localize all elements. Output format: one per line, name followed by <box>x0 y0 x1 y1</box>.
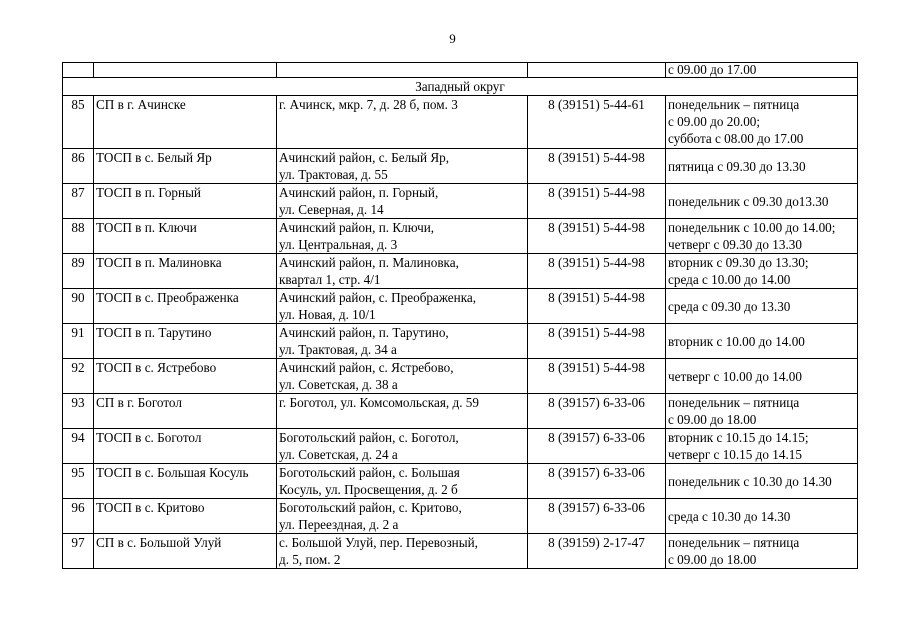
row-number: 94 <box>63 429 94 464</box>
office-address <box>277 464 528 499</box>
hours-line: четверг с 09.30 до 13.30 <box>668 237 802 252</box>
table-row <box>63 394 858 429</box>
hours-line: вторник с 10.00 до 14.00 <box>668 333 805 349</box>
table-row <box>63 254 858 289</box>
row-number: 96 <box>63 499 94 534</box>
hours-line: с 09.00 до 18.00 <box>668 412 757 427</box>
address-line: ул. Новая, д. 10/1 <box>279 307 376 322</box>
address-line: Ачинский район, с. Преображенка, <box>279 290 477 305</box>
office-address <box>277 359 528 394</box>
office-hours <box>666 429 858 464</box>
continuation-cell-address <box>277 63 528 78</box>
address-line: Боготольский район, с. Большая <box>279 465 460 480</box>
office-phone: 8 (39151) 5-44-98 <box>528 359 666 394</box>
address-line: ул. Северная, д. 14 <box>279 202 384 217</box>
address-line: Ачинский район, с. Белый Яр, <box>279 150 450 165</box>
office-phone: 8 (39151) 5-44-98 <box>528 289 666 324</box>
hours-line: понедельник с 09.30 до13.30 <box>668 193 829 209</box>
office-name: ТОСП в с. Большая Косуль <box>94 464 277 499</box>
table-row <box>63 359 858 394</box>
address-line: Ачинский район, п. Горный, <box>279 185 439 200</box>
address-line: Боготольский район, с. Боготол, <box>279 430 459 445</box>
office-name: ТОСП в п. Малиновка <box>94 254 277 289</box>
continuation-row <box>63 63 858 78</box>
office-phone: 8 (39159) 2-17-47 <box>528 534 666 569</box>
continuation-cell-hours: с 09.00 до 17.00 <box>666 63 858 78</box>
office-phone: 8 (39151) 5-44-61 <box>528 96 666 149</box>
table-row <box>63 429 858 464</box>
address-line: ул. Советская, д. 24 а <box>279 447 398 462</box>
hours-line: понедельник с 10.00 до 14.00; <box>668 220 836 235</box>
row-number: 86 <box>63 149 94 184</box>
hours-line: четверг с 10.15 до 14.15 <box>668 447 802 462</box>
office-hours <box>666 359 858 394</box>
row-number: 95 <box>63 464 94 499</box>
address-line: Косуль, ул. Просвещения, д. 2 б <box>279 482 458 497</box>
row-number: 91 <box>63 324 94 359</box>
row-number: 97 <box>63 534 94 569</box>
address-line: Ачинский район, п. Ключи, <box>279 220 435 235</box>
office-hours <box>666 219 858 254</box>
address-line: г. Ачинск, мкр. 7, д. 28 б, пом. 3 <box>279 97 458 112</box>
table-row <box>63 464 858 499</box>
address-line: ул. Центральная, д. 3 <box>279 237 398 252</box>
address-line: ул. Трактовая, д. 34 а <box>279 342 397 357</box>
office-address <box>277 219 528 254</box>
office-phone: 8 (39151) 5-44-98 <box>528 219 666 254</box>
office-hours <box>666 254 858 289</box>
address-line: Боготольский район, с. Критово, <box>279 500 462 515</box>
office-phone: 8 (39151) 5-44-98 <box>528 324 666 359</box>
row-number: 88 <box>63 219 94 254</box>
office-name: СП в с. Большой Улуй <box>94 534 277 569</box>
office-address <box>277 96 528 149</box>
office-hours <box>666 184 858 219</box>
office-hours <box>666 149 858 184</box>
continuation-cell-phone <box>528 63 666 78</box>
address-line: квартал 1, стр. 4/1 <box>279 272 381 287</box>
table-row <box>63 184 858 219</box>
hours-line: пятница с 09.30 до 13.30 <box>668 158 806 174</box>
hours-line: понедельник – пятница <box>668 535 800 550</box>
office-hours <box>666 394 858 429</box>
row-number: 85 <box>63 96 94 149</box>
row-number: 90 <box>63 289 94 324</box>
address-line: Ачинский район, с. Ястребово, <box>279 360 454 375</box>
office-hours <box>666 464 858 499</box>
hours-line: понедельник с 10.30 до 14.30 <box>668 473 832 489</box>
office-hours <box>666 324 858 359</box>
hours-line: среда с 10.30 до 14.30 <box>668 508 791 524</box>
office-name: ТОСП в с. Боготол <box>94 429 277 464</box>
office-phone: 8 (39157) 6-33-06 <box>528 499 666 534</box>
hours-line: понедельник – пятница <box>668 97 800 112</box>
office-phone: 8 (39157) 6-33-06 <box>528 464 666 499</box>
address-line: Ачинский район, п. Малиновка, <box>279 255 459 270</box>
office-address <box>277 429 528 464</box>
hours-line: среда с 10.00 до 14.00 <box>668 272 791 287</box>
office-name: ТОСП в с. Преображенка <box>94 289 277 324</box>
table-row <box>63 324 858 359</box>
office-hours <box>666 289 858 324</box>
office-address <box>277 149 528 184</box>
office-address <box>277 254 528 289</box>
row-number: 87 <box>63 184 94 219</box>
offices-table-body <box>63 63 858 569</box>
office-name: СП в г. Боготол <box>94 394 277 429</box>
table-row <box>63 499 858 534</box>
address-line: ул. Трактовая, д. 55 <box>279 167 388 182</box>
offices-table <box>62 62 858 569</box>
table-row <box>63 289 858 324</box>
address-line: ул. Советская, д. 38 а <box>279 377 398 392</box>
hours-line: суббота с 08.00 до 17.00 <box>668 131 804 146</box>
row-number: 89 <box>63 254 94 289</box>
office-address <box>277 394 528 429</box>
continuation-cell-name <box>94 63 277 78</box>
office-address <box>277 499 528 534</box>
hours-line: вторник с 09.30 до 13.30; <box>668 255 809 270</box>
address-line: г. Боготол, ул. Комсомольская, д. 59 <box>279 395 479 410</box>
address-line: ул. Переездная, д. 2 а <box>279 517 399 532</box>
office-address <box>277 289 528 324</box>
row-number: 93 <box>63 394 94 429</box>
office-name: ТОСП в п. Горный <box>94 184 277 219</box>
hours-line: с 09.00 до 20.00; <box>668 114 761 129</box>
table-row <box>63 149 858 184</box>
hours-line: понедельник – пятница <box>668 395 800 410</box>
continuation-cell-num <box>63 63 94 78</box>
table-row <box>63 219 858 254</box>
office-phone: 8 (39151) 5-44-98 <box>528 254 666 289</box>
office-phone: 8 (39157) 6-33-06 <box>528 394 666 429</box>
office-phone: 8 (39151) 5-44-98 <box>528 149 666 184</box>
hours-line: с 09.00 до 18.00 <box>668 552 757 567</box>
office-name: ТОСП в с. Ястребово <box>94 359 277 394</box>
office-name: ТОСП в с. Критово <box>94 499 277 534</box>
page-number: 9 <box>449 31 456 46</box>
table-row <box>63 96 858 149</box>
office-name: ТОСП в с. Белый Яр <box>94 149 277 184</box>
section-title: Западный округ <box>63 78 858 96</box>
address-line: с. Большой Улуй, пер. Перевозный, <box>279 535 478 550</box>
table-row <box>63 534 858 569</box>
section-header-row <box>63 78 858 96</box>
office-phone: 8 (39157) 6-33-06 <box>528 429 666 464</box>
address-line: Ачинский район, п. Тарутино, <box>279 325 449 340</box>
office-name: ТОСП в п. Тарутино <box>94 324 277 359</box>
office-name: СП в г. Ачинске <box>94 96 277 149</box>
row-number: 92 <box>63 359 94 394</box>
office-address <box>277 324 528 359</box>
office-phone: 8 (39151) 5-44-98 <box>528 184 666 219</box>
hours-line: вторник с 10.15 до 14.15; <box>668 430 809 445</box>
hours-line: среда с 09.30 до 13.30 <box>668 298 791 314</box>
hours-line: четверг с 10.00 до 14.00 <box>668 368 802 384</box>
office-hours <box>666 534 858 569</box>
office-address <box>277 184 528 219</box>
office-hours <box>666 499 858 534</box>
office-address <box>277 534 528 569</box>
address-line: д. 5, пом. 2 <box>279 552 341 567</box>
office-name: ТОСП в п. Ключи <box>94 219 277 254</box>
office-hours <box>666 96 858 149</box>
